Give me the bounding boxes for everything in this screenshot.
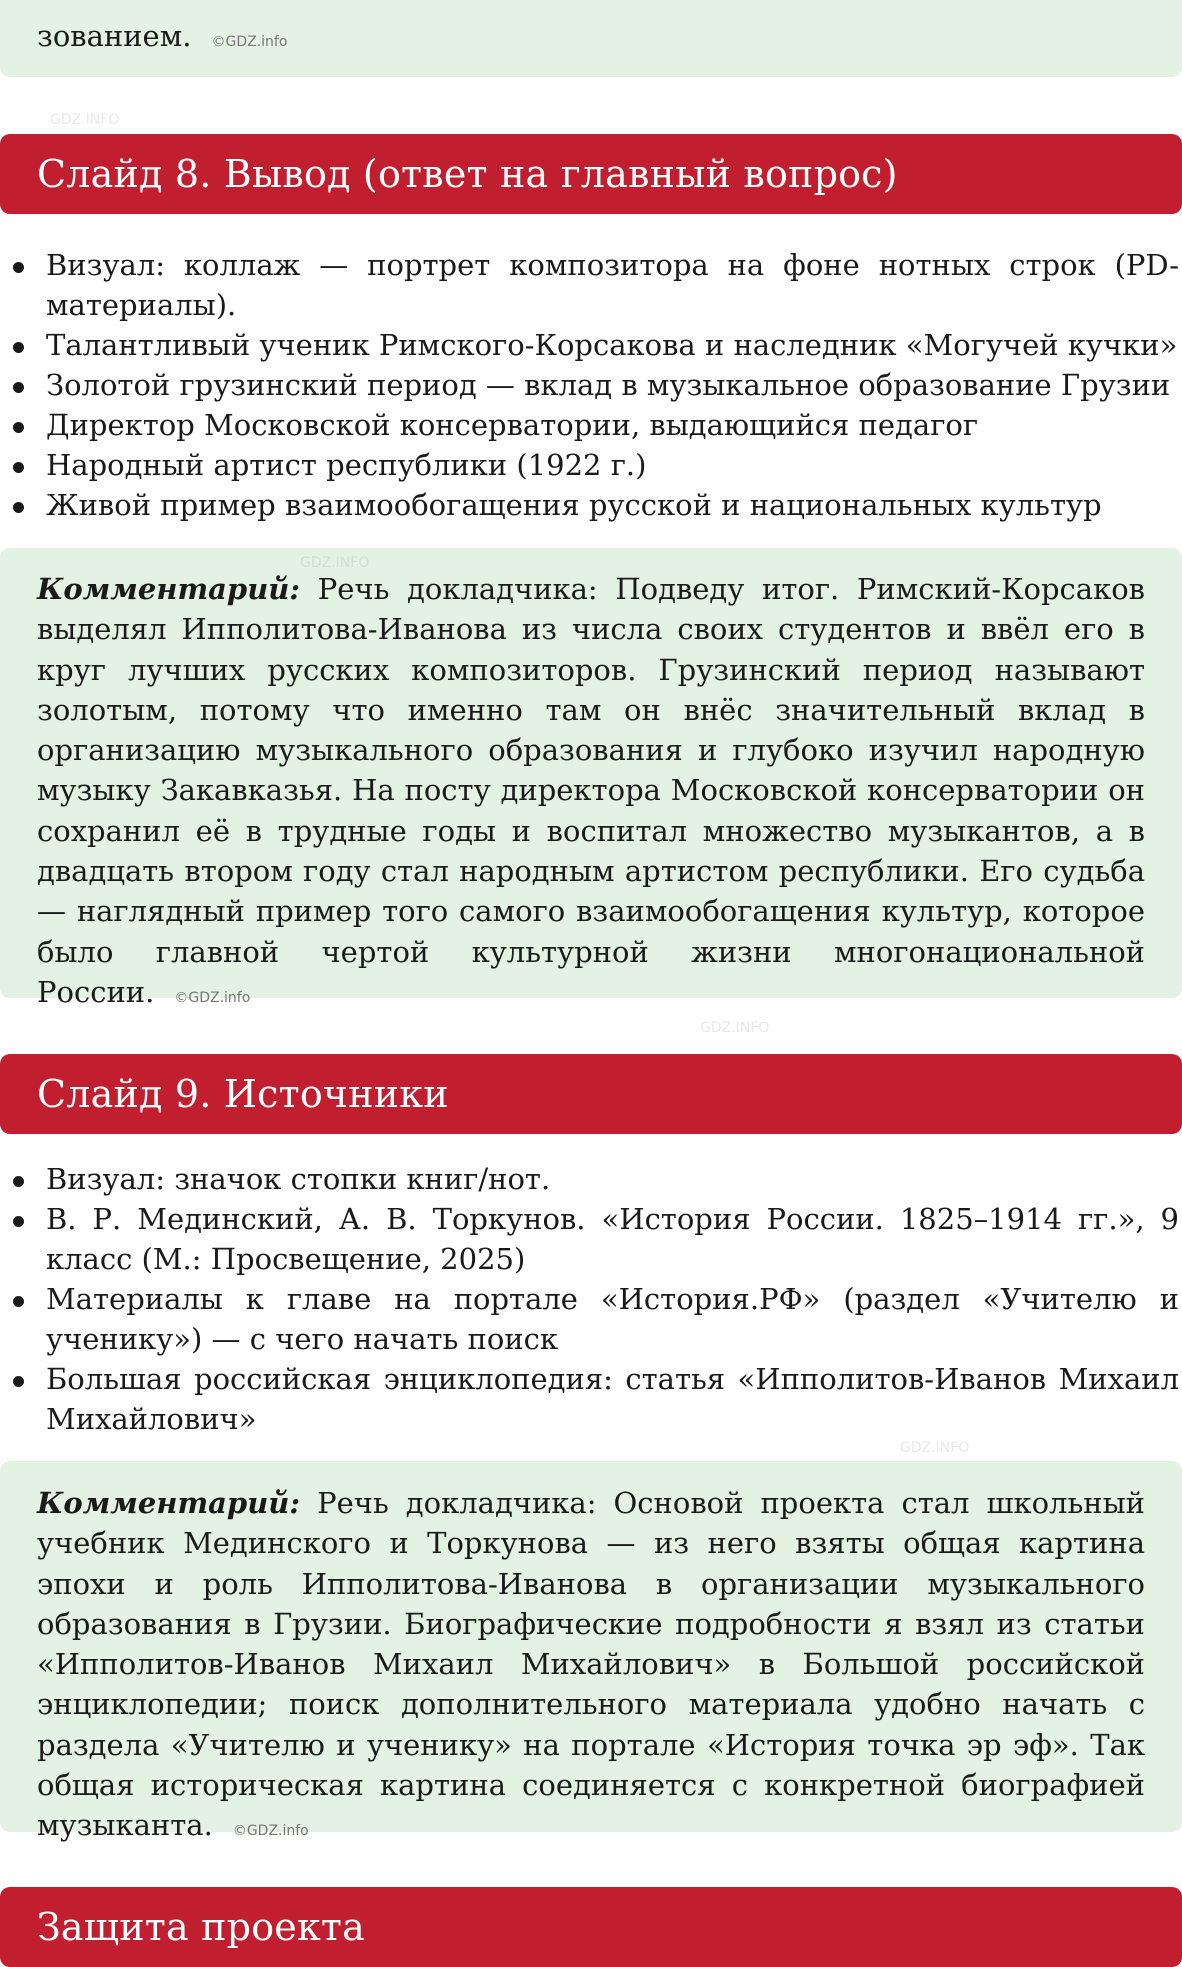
background-watermark: GDZ.INFO	[900, 1440, 970, 1456]
list-item-text: Большая российская энциклопедия: статья «Ипполитов-Иванов Михаил Михайлович»	[46, 1362, 1179, 1436]
comment-text: Речь докладчика: Подведу итог. Римский-Корсаков выделял Ипполитова-Иванова из числа своих студентов и ввёл его в круг лучших русских композиторов. Грузинский период называют золотым, потому что именно там он внёс значительный вклад в организацию музыкального образования и глубоко изучил народную музыку Закавказья. На посту директора Московской консерватории он сохранил её в трудные годы и воспитал множество музыкантов, а в двадцать втором году стал народным артистом республики. Его судьба — наглядный пример того самого взаимообогащения культур, которое было главной чертой культурной жизни многонациональной России.	[37, 572, 1146, 1009]
slide-9-header	[0, 1054, 1182, 1134]
gdz-watermark-label: ©GDZ.info	[174, 989, 251, 1006]
list-item-text: Талантливый ученик Римского-Корсакова и наследник «Могучей кучки»	[46, 328, 1178, 362]
slide-9-comment-box	[0, 1461, 1182, 1843]
defense-header	[0, 1887, 1182, 1967]
list-item	[0, 1279, 1182, 1359]
bullet-icon	[13, 1216, 24, 1227]
comment-label: Комментарий:	[37, 572, 301, 606]
list-item-text: Золотой грузинский период — вклад в музыкальное образование Грузии	[46, 368, 1171, 402]
slide-8-comment	[0, 548, 1182, 1018]
slide-9-title: Слайд 9. Источники	[37, 1072, 449, 1116]
list-item	[0, 485, 1182, 525]
list-item-text: Директор Московской консерватории, выдающийся педагог	[46, 408, 979, 442]
slide-8-bullet-list	[0, 245, 1182, 525]
bullet-icon	[13, 422, 24, 433]
comment-label: Комментарий:	[37, 1486, 301, 1520]
list-item	[0, 325, 1182, 365]
list-item	[0, 245, 1182, 325]
comment-box-top	[0, 0, 1182, 77]
list-item	[0, 365, 1182, 405]
list-item-text: Живой пример взаимообогащения русской и национальных культур	[46, 488, 1102, 522]
slide-9-comment	[0, 1461, 1182, 1852]
bullet-icon	[13, 262, 24, 273]
gdz-watermark-label: ©GDZ.info	[232, 1823, 309, 1840]
list-item-text: Визуал: значок стопки книг/нот.	[46, 1162, 551, 1196]
comment-text: Речь докладчика: Основой проекта стал школьный учебник Мединского и Торкунова — из него взяты общая картина эпохи и роль Ипполитова-Иванова в организации музыкального образования в Грузии. Биографические подробности я взял из статьи «Ипполитов-Иванов Михаил Михайлович» в Большой российской энциклопедии; поиск дополнительного материала удобно начать с раздела «Учителю и ученику» на портале «История точка эр эф». Так общая историческая картина соединяется с конкретной биографией музыканта.	[37, 1486, 1145, 1843]
bullet-icon	[13, 1376, 24, 1387]
gdz-watermark-label: ©GDZ.info	[211, 34, 288, 50]
background-watermark: GDZ.INFO	[50, 112, 120, 128]
slide-8-title: Слайд 8. Вывод (ответ на главный вопрос)	[37, 152, 898, 196]
slide-8-comment-box	[0, 548, 1182, 1009]
list-item	[0, 1159, 1182, 1199]
list-item	[0, 1359, 1182, 1439]
list-item-text: В. Р. Мединский, А. В. Торкунов. «История России. 1825–1914 гг.», 9 класс (М.: Просвещение, 2025)	[46, 1202, 1179, 1276]
list-item	[0, 445, 1182, 485]
bullet-icon	[13, 502, 24, 513]
bullet-icon	[13, 382, 24, 393]
comment-fragment-text: зованием.	[37, 19, 192, 53]
list-item-text: Визуал: коллаж — портрет композитора на фоне нотных строк (PD-материалы).	[46, 248, 1179, 322]
bullet-icon	[13, 342, 24, 353]
slide-9-bullet-list	[0, 1159, 1182, 1439]
background-watermark: GDZ.INFO	[700, 1020, 770, 1036]
list-item-text: Народный артист республики (1922 г.)	[46, 448, 647, 482]
bullet-icon	[13, 1296, 24, 1307]
comment-fragment	[0, 0, 1182, 62]
bullet-icon	[13, 462, 24, 473]
defense-title: Защита проекта	[37, 1905, 365, 1949]
list-item	[0, 1199, 1182, 1279]
list-item	[0, 405, 1182, 445]
background-watermark: GDZ.INFO	[300, 555, 370, 571]
list-item-text: Материалы к главе на портале «История.РФ» (раздел «Учителю и ученику») — с чего начать поиск	[46, 1282, 1179, 1356]
slide-8-header	[0, 134, 1182, 214]
bullet-icon	[13, 1176, 24, 1187]
